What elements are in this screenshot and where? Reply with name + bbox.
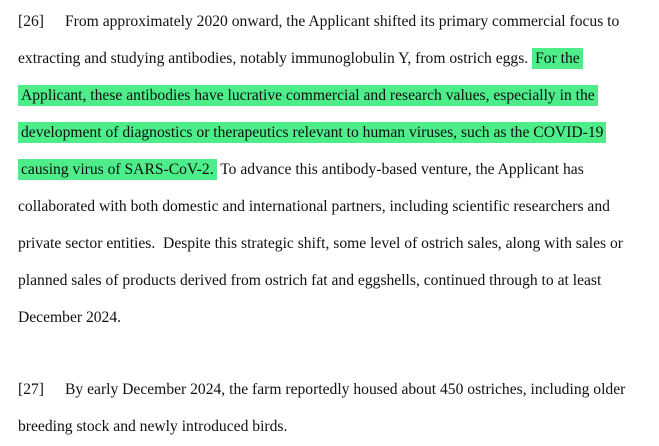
text-segment: From approximately 2020 onward, the Applicant shifted its primary commercial focus to — [65, 13, 620, 30]
highlighted-text: development of diagnostics or therapeutics relevant to human viruses, such as the COVID-19 — [18, 122, 606, 143]
text-segment: By early December 2024, the farm reportedly housed about 450 ostriches, including older — [65, 381, 626, 398]
paragraph-line — [18, 299, 648, 336]
text-segment: private sector entities. Despite this strategic shift, some level of ostrich sales, along with sales or — [18, 235, 623, 252]
text-segment: December 2024. — [18, 309, 122, 326]
paragraph-line — [18, 225, 648, 262]
paragraph-spacer — [18, 336, 648, 371]
paragraph-line — [18, 0, 648, 40]
highlighted-text: causing virus of SARS-CoV-2. — [18, 159, 217, 180]
paragraph-line — [18, 114, 648, 151]
paragraph-line — [18, 77, 648, 114]
paragraph-line — [18, 371, 648, 408]
paragraph-number: [27] — [18, 381, 44, 398]
paragraph-26 — [18, 0, 648, 336]
paragraph-line — [18, 408, 648, 445]
highlighted-text: Applicant, these antibodies have lucrative commercial and research values, especially in the — [18, 85, 598, 106]
document-body — [18, 0, 648, 445]
text-segment: breeding stock and newly introduced birds. — [18, 418, 288, 435]
paragraph-line — [18, 262, 648, 299]
paragraph-line — [18, 40, 648, 77]
text-segment: planned sales of products derived from ostrich fat and eggshells, continued through to at least — [18, 272, 602, 289]
text-segment: To advance this antibody-based venture, the Applicant has — [216, 161, 584, 178]
paragraph-number: [26] — [18, 13, 44, 30]
highlighted-text: For the — [532, 48, 583, 69]
text-segment: extracting and studying antibodies, notably immunoglobulin Y, from ostrich eggs. — [18, 50, 533, 67]
paragraph-line — [18, 151, 648, 188]
paragraph-line — [18, 188, 648, 225]
text-segment: collaborated with both domestic and international partners, including scientific researchers and — [18, 198, 610, 215]
paragraph-27 — [18, 371, 648, 445]
